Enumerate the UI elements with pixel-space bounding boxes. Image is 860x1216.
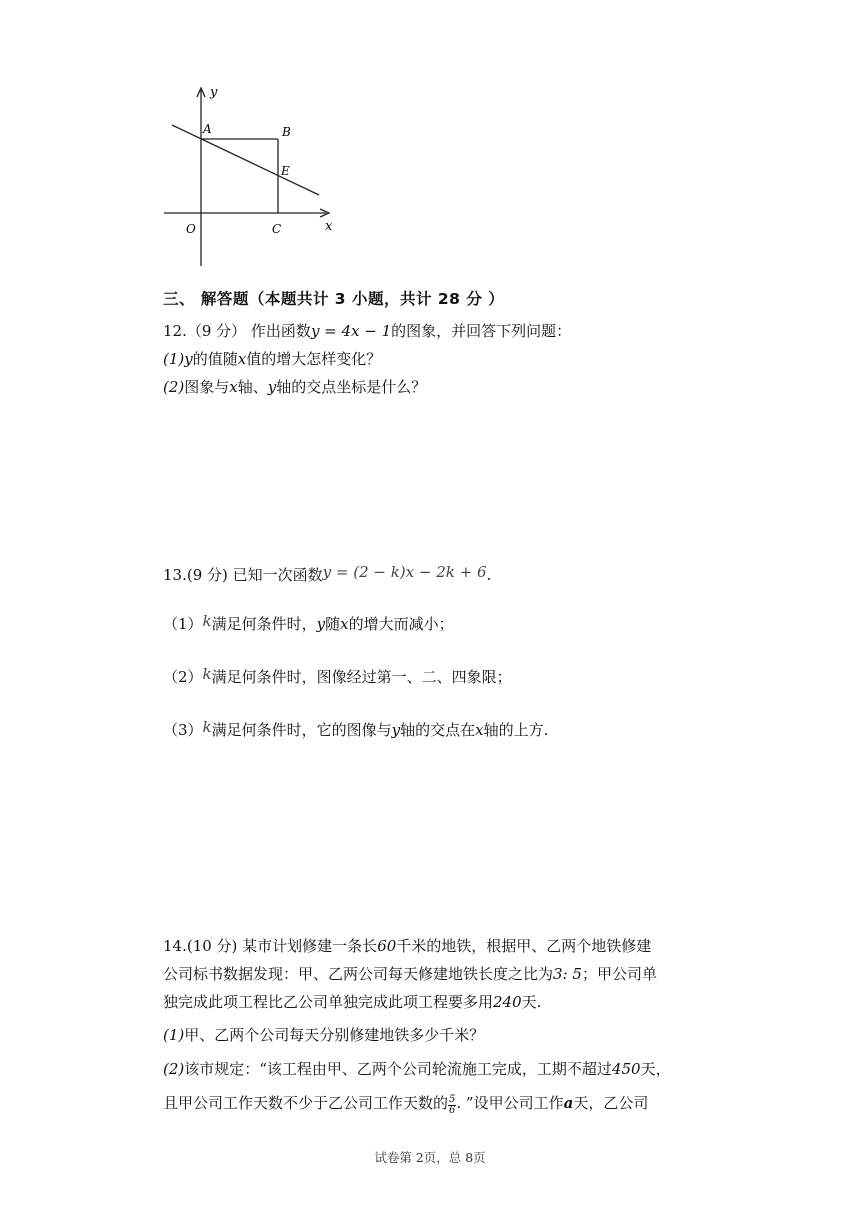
q13-period: .: [486, 566, 492, 584]
var-y: y: [391, 721, 401, 739]
q13-part1-b: 随: [325, 615, 341, 633]
q14-line1-b: 千米的地铁，根据甲、乙两个地铁修建: [396, 937, 652, 955]
q14-line3-b: 天.: [521, 993, 542, 1011]
q14-days: 240: [493, 993, 522, 1011]
q12-formula: y = 4x − 1: [310, 322, 392, 340]
q13-part1-a: 满足何条件时，: [211, 615, 317, 633]
label-o: O: [186, 222, 196, 236]
var-y: y: [316, 615, 326, 633]
label-c: C: [272, 222, 282, 236]
q14-line2: [163, 963, 657, 984]
q14-line6-c: 天，乙公司: [573, 1094, 649, 1112]
section-heading: 三、 解答题（本题共计 3 小题，共计 28 分 ）: [163, 290, 505, 308]
q13-part2-a: 满足何条件时，图像经过第一、二、四象限；: [211, 668, 512, 686]
q13-part1: [163, 612, 454, 634]
var-k: k: [202, 718, 212, 736]
var-a: a: [563, 1094, 574, 1112]
q12-part1-tag: (1): [163, 350, 185, 368]
q14-part2-a: 该市规定：“该工程由甲、乙两个公司轮流施工完成，工期不超过: [184, 1060, 612, 1078]
q13-part3-a: 满足何条件时，它的图像与: [211, 721, 392, 739]
q12-part2-tag: (2): [163, 378, 185, 396]
q12-part2-c: 轴的交点坐标是什么？: [276, 378, 427, 396]
q13-header-text: 13.(9 分) 已知一次函数: [163, 566, 323, 584]
q14-line2-a: 公司标书数据发现：甲、乙两公司每天修建地铁长度之比为: [163, 965, 554, 983]
q12-part2: [163, 376, 426, 397]
q14-line1-a: 14.(10 分) 某市计划修建一条长: [163, 937, 378, 955]
q13-part1-c: 的增大而减小；: [348, 615, 454, 633]
q13-part3-b: 轴的交点在: [400, 721, 476, 739]
q13-part3: [163, 718, 548, 740]
q12-part1-end: 值的增大怎样变化？: [246, 350, 382, 368]
q13-part1-tag: （1）: [163, 615, 203, 633]
q13-part2: [163, 665, 512, 687]
q12-header-pre: 12.（9 分） 作出函数: [163, 322, 311, 340]
q14-part2-tag: (2): [163, 1060, 185, 1078]
label-x: x: [325, 219, 333, 234]
var-x: x: [475, 721, 484, 739]
var-x: x: [237, 350, 247, 368]
var-y: y: [184, 350, 193, 368]
q13-part2-tag: （2）: [163, 668, 203, 686]
q14-line3: [163, 991, 541, 1012]
q14-line6-b: . ”设甲公司工作: [456, 1094, 564, 1112]
q13-part3-c: 轴的上方.: [483, 721, 549, 739]
q13-header: [163, 563, 491, 585]
q14-part1: [163, 1024, 484, 1045]
var-y: y: [267, 378, 277, 396]
q14-part1-text: 甲、乙两个公司每天分别修建地铁多少千米？: [184, 1026, 485, 1044]
label-b: B: [282, 125, 291, 139]
q12-header-post: 的图象，并回答下列问题：: [391, 322, 572, 340]
label-y: y: [210, 85, 218, 100]
q12-part2-a: 图象与: [184, 378, 230, 396]
q14-line2-b: ；甲公司单: [581, 965, 657, 983]
q12-part1: [163, 348, 381, 369]
page-footer: 试卷第 2页，总 8页: [374, 1150, 486, 1165]
fraction-denominator: 6: [449, 1105, 456, 1116]
label-e: E: [281, 164, 290, 178]
q12-part1-mid: 的值随: [192, 350, 238, 368]
fraction-numerator: 5: [449, 1094, 456, 1105]
q14-part1-tag: (1): [163, 1026, 185, 1044]
var-k: k: [202, 612, 212, 630]
q14-part2-b: 天，: [640, 1060, 671, 1078]
q12-part2-b: 轴、: [237, 378, 268, 396]
line-ae: [172, 125, 319, 195]
var-k: k: [202, 665, 212, 683]
q13-formula: y = (2 − k)x − 2k + 6: [322, 563, 487, 581]
q14-limit-days: 450: [611, 1060, 641, 1078]
coordinate-figure: [150, 80, 350, 270]
var-x: x: [340, 615, 349, 633]
q13-part3-tag: （3）: [163, 721, 203, 739]
label-a: A: [203, 122, 212, 136]
q14-line1: [163, 935, 651, 956]
q12-header: [163, 320, 571, 341]
q14-length: 60: [377, 937, 397, 955]
q14-ratio: 3: 5: [553, 965, 582, 983]
q14-line6-a: 且甲公司工作天数不少于乙公司工作天数的: [163, 1094, 449, 1112]
q14-part2: [163, 1058, 671, 1079]
var-x: x: [229, 378, 238, 396]
q14-line3-a: 独完成此项工程比乙公司单独完成此项工程要多用: [163, 993, 494, 1011]
q14-line6: [163, 1092, 648, 1116]
